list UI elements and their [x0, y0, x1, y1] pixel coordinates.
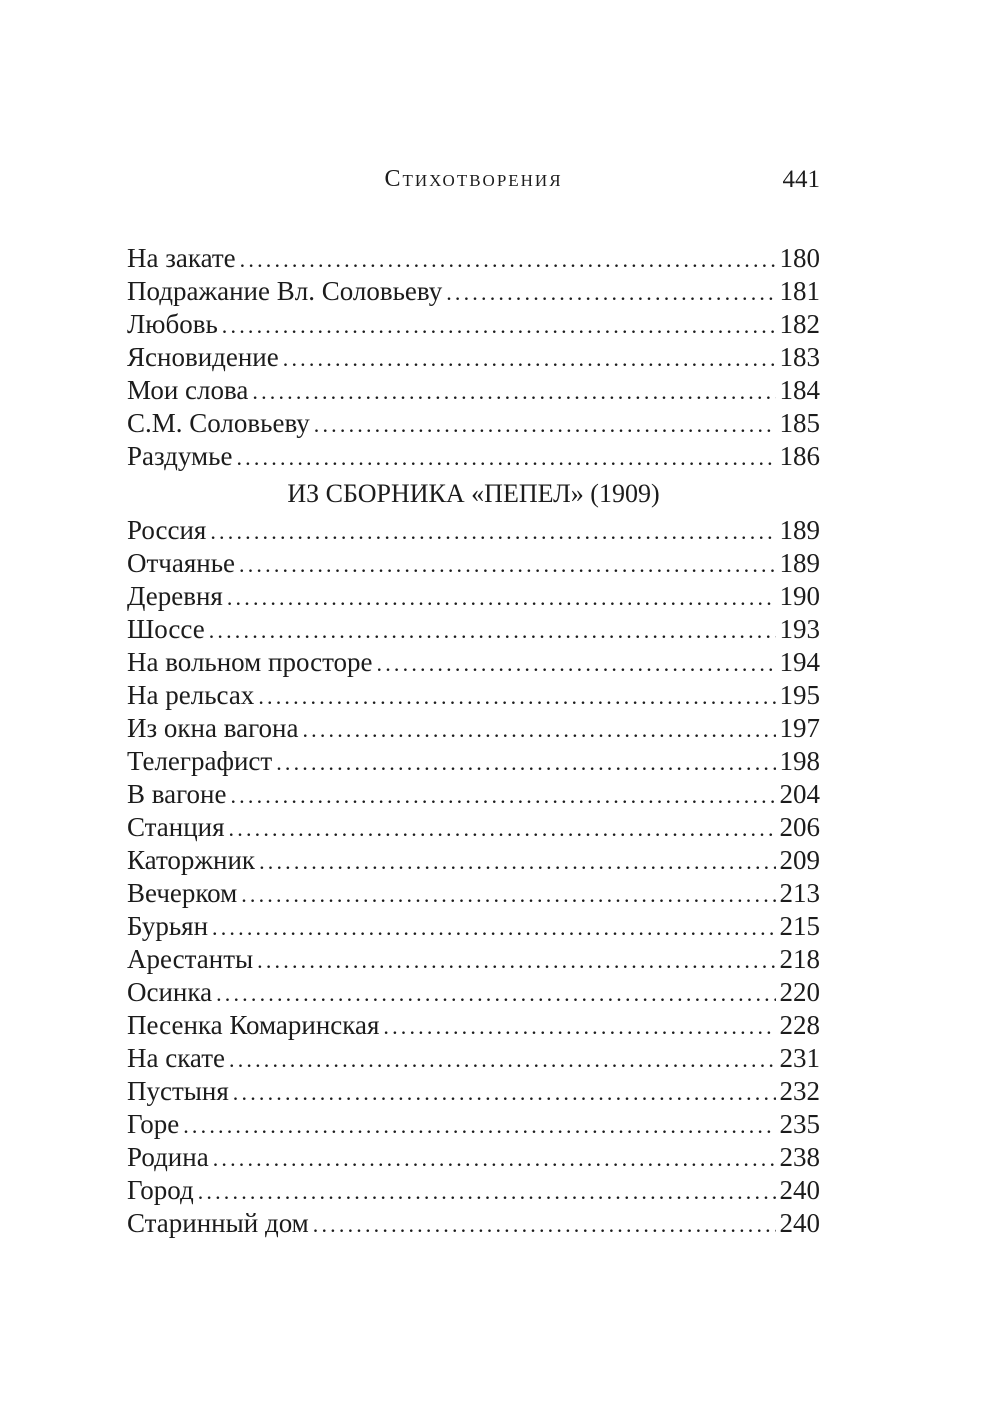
toc-entry-title: Родина — [127, 1142, 209, 1172]
section-heading: ИЗ СБОРНИКА «ПЕПЕЛ» (1909) — [287, 479, 660, 508]
toc-group-pepel — [127, 514, 820, 1240]
toc-entry-title: Подражание Вл. Соловьеву — [127, 276, 443, 306]
toc-entry — [127, 547, 820, 580]
toc-entry-title: Осинка — [127, 977, 213, 1007]
toc-entry-page: 195 — [779, 680, 820, 710]
toc-entry — [127, 1009, 820, 1042]
toc-leader-dots — [283, 342, 776, 374]
toc-leader-dots — [257, 944, 775, 976]
toc-entry — [127, 1075, 820, 1108]
toc-leader-dots — [212, 911, 775, 943]
toc-entry-title: На скате — [127, 1043, 225, 1073]
toc-leader-dots — [240, 243, 776, 275]
toc-entry-page: 189 — [779, 515, 820, 545]
toc-leader-dots — [229, 812, 776, 844]
toc-leader-dots — [446, 276, 775, 308]
toc-entry-title: Пустыня — [127, 1076, 229, 1106]
toc-entry — [127, 646, 820, 679]
toc-group-previous — [127, 242, 820, 473]
toc-leader-dots — [216, 977, 775, 1009]
toc-entry — [127, 844, 820, 877]
toc-entry-page: 197 — [779, 713, 820, 743]
toc-leader-dots — [230, 779, 775, 811]
page-number: 441 — [782, 166, 820, 193]
toc-leader-dots — [183, 1109, 775, 1141]
toc-leader-dots — [241, 878, 775, 910]
toc-entry-title: Любовь — [127, 309, 218, 339]
toc-entry-title: Город — [127, 1175, 194, 1205]
toc-entry-title: Отчаянье — [127, 548, 236, 578]
toc-entry-title: С.М. Соловьеву — [127, 408, 310, 438]
toc-entry-page: 194 — [779, 647, 820, 677]
toc-entry-page: 189 — [779, 548, 820, 578]
toc-entry — [127, 242, 820, 275]
toc-entry-title: На закате — [127, 243, 236, 273]
toc-entry-title: На рельсах — [127, 680, 255, 710]
toc-entry-page: 228 — [779, 1010, 820, 1040]
toc-entry-page: 183 — [779, 342, 820, 372]
toc-entry-page: 220 — [779, 977, 820, 1007]
toc-entry-page: 198 — [779, 746, 820, 776]
toc-entry — [127, 943, 820, 976]
toc-entry-page: 186 — [779, 441, 820, 471]
toc-entry — [127, 1174, 820, 1207]
toc-entry-page: 184 — [779, 375, 820, 405]
toc-entry-title: Арестанты — [127, 944, 254, 974]
toc-entry — [127, 440, 820, 473]
toc-entry-page: 193 — [779, 614, 820, 644]
toc-leader-dots — [258, 680, 775, 712]
toc-entry — [127, 910, 820, 943]
toc-entry-page: 218 — [779, 944, 820, 974]
toc-entry-page: 213 — [779, 878, 820, 908]
toc-entry-page: 182 — [779, 309, 820, 339]
toc-leader-dots — [233, 1076, 776, 1108]
toc-entry — [127, 712, 820, 745]
toc-leader-dots — [213, 1142, 776, 1174]
toc-leader-dots — [229, 1043, 776, 1075]
toc-leader-dots — [276, 746, 775, 778]
toc-entry-page: 206 — [779, 812, 820, 842]
toc-entry-title: Песенка Комаринская — [127, 1010, 380, 1040]
toc-entry — [127, 1108, 820, 1141]
toc-entry-title: Ясновидение — [127, 342, 279, 372]
toc-entry — [127, 613, 820, 646]
toc-entry-title: Бурьян — [127, 911, 209, 941]
toc-leader-dots — [302, 713, 775, 745]
toc-entry-title: На вольном просторе — [127, 647, 373, 677]
toc-leader-dots — [252, 375, 775, 407]
toc-entry-page: 240 — [779, 1208, 820, 1238]
toc-entry-page: 231 — [779, 1043, 820, 1073]
toc-leader-dots — [227, 581, 776, 613]
toc-leader-dots — [314, 408, 776, 440]
toc-entry — [127, 1141, 820, 1174]
toc-leader-dots — [383, 1010, 775, 1042]
toc-entry-page: 185 — [779, 408, 820, 438]
toc-entry-title: Деревня — [127, 581, 223, 611]
toc-entry-title: Россия — [127, 515, 207, 545]
toc-leader-dots — [210, 515, 775, 547]
table-of-contents — [127, 242, 820, 1240]
toc-entry — [127, 374, 820, 407]
toc-entry-title: Вечерком — [127, 878, 238, 908]
toc-entry-title: Горе — [127, 1109, 180, 1139]
toc-entry-title: Телеграфист — [127, 746, 273, 776]
toc-entry — [127, 308, 820, 341]
toc-entry-title: Мои слова — [127, 375, 249, 405]
toc-entry — [127, 811, 820, 844]
toc-entry — [127, 778, 820, 811]
toc-entry — [127, 1207, 820, 1240]
toc-entry-title: Из окна вагона — [127, 713, 299, 743]
toc-entry-page: 204 — [779, 779, 820, 809]
toc-entry — [127, 679, 820, 712]
toc-entry — [127, 407, 820, 440]
toc-entry-title: В вагоне — [127, 779, 227, 809]
toc-leader-dots — [239, 548, 775, 580]
toc-entry — [127, 275, 820, 308]
toc-leader-dots — [222, 309, 776, 341]
toc-entry-title: Каторжник — [127, 845, 256, 875]
toc-entry-title: Станция — [127, 812, 225, 842]
toc-leader-dots — [377, 647, 776, 679]
toc-entry-page: 240 — [779, 1175, 820, 1205]
toc-entry — [127, 514, 820, 547]
toc-entry-page: 190 — [779, 581, 820, 611]
toc-entry — [127, 1042, 820, 1075]
toc-entry-page: 232 — [779, 1076, 820, 1106]
toc-entry-title: Старинный дом — [127, 1208, 309, 1238]
toc-leader-dots — [236, 441, 775, 473]
running-head — [127, 166, 820, 202]
toc-leader-dots — [198, 1175, 776, 1207]
toc-leader-dots — [209, 614, 776, 646]
toc-entry-title: Раздумье — [127, 441, 233, 471]
toc-entry — [127, 877, 820, 910]
toc-entry — [127, 580, 820, 613]
toc-leader-dots — [313, 1208, 776, 1240]
toc-entry-page: 181 — [779, 276, 820, 306]
toc-entry-page: 180 — [779, 243, 820, 273]
toc-entry-page: 235 — [779, 1109, 820, 1139]
running-title: Стихотворения — [384, 166, 563, 192]
toc-entry — [127, 341, 820, 374]
toc-entry-page: 238 — [779, 1142, 820, 1172]
toc-entry-page: 209 — [779, 845, 820, 875]
toc-leader-dots — [259, 845, 775, 877]
toc-entry-page: 215 — [779, 911, 820, 941]
toc-entry — [127, 745, 820, 778]
toc-entry-title: Шоссе — [127, 614, 205, 644]
toc-entry — [127, 976, 820, 1009]
